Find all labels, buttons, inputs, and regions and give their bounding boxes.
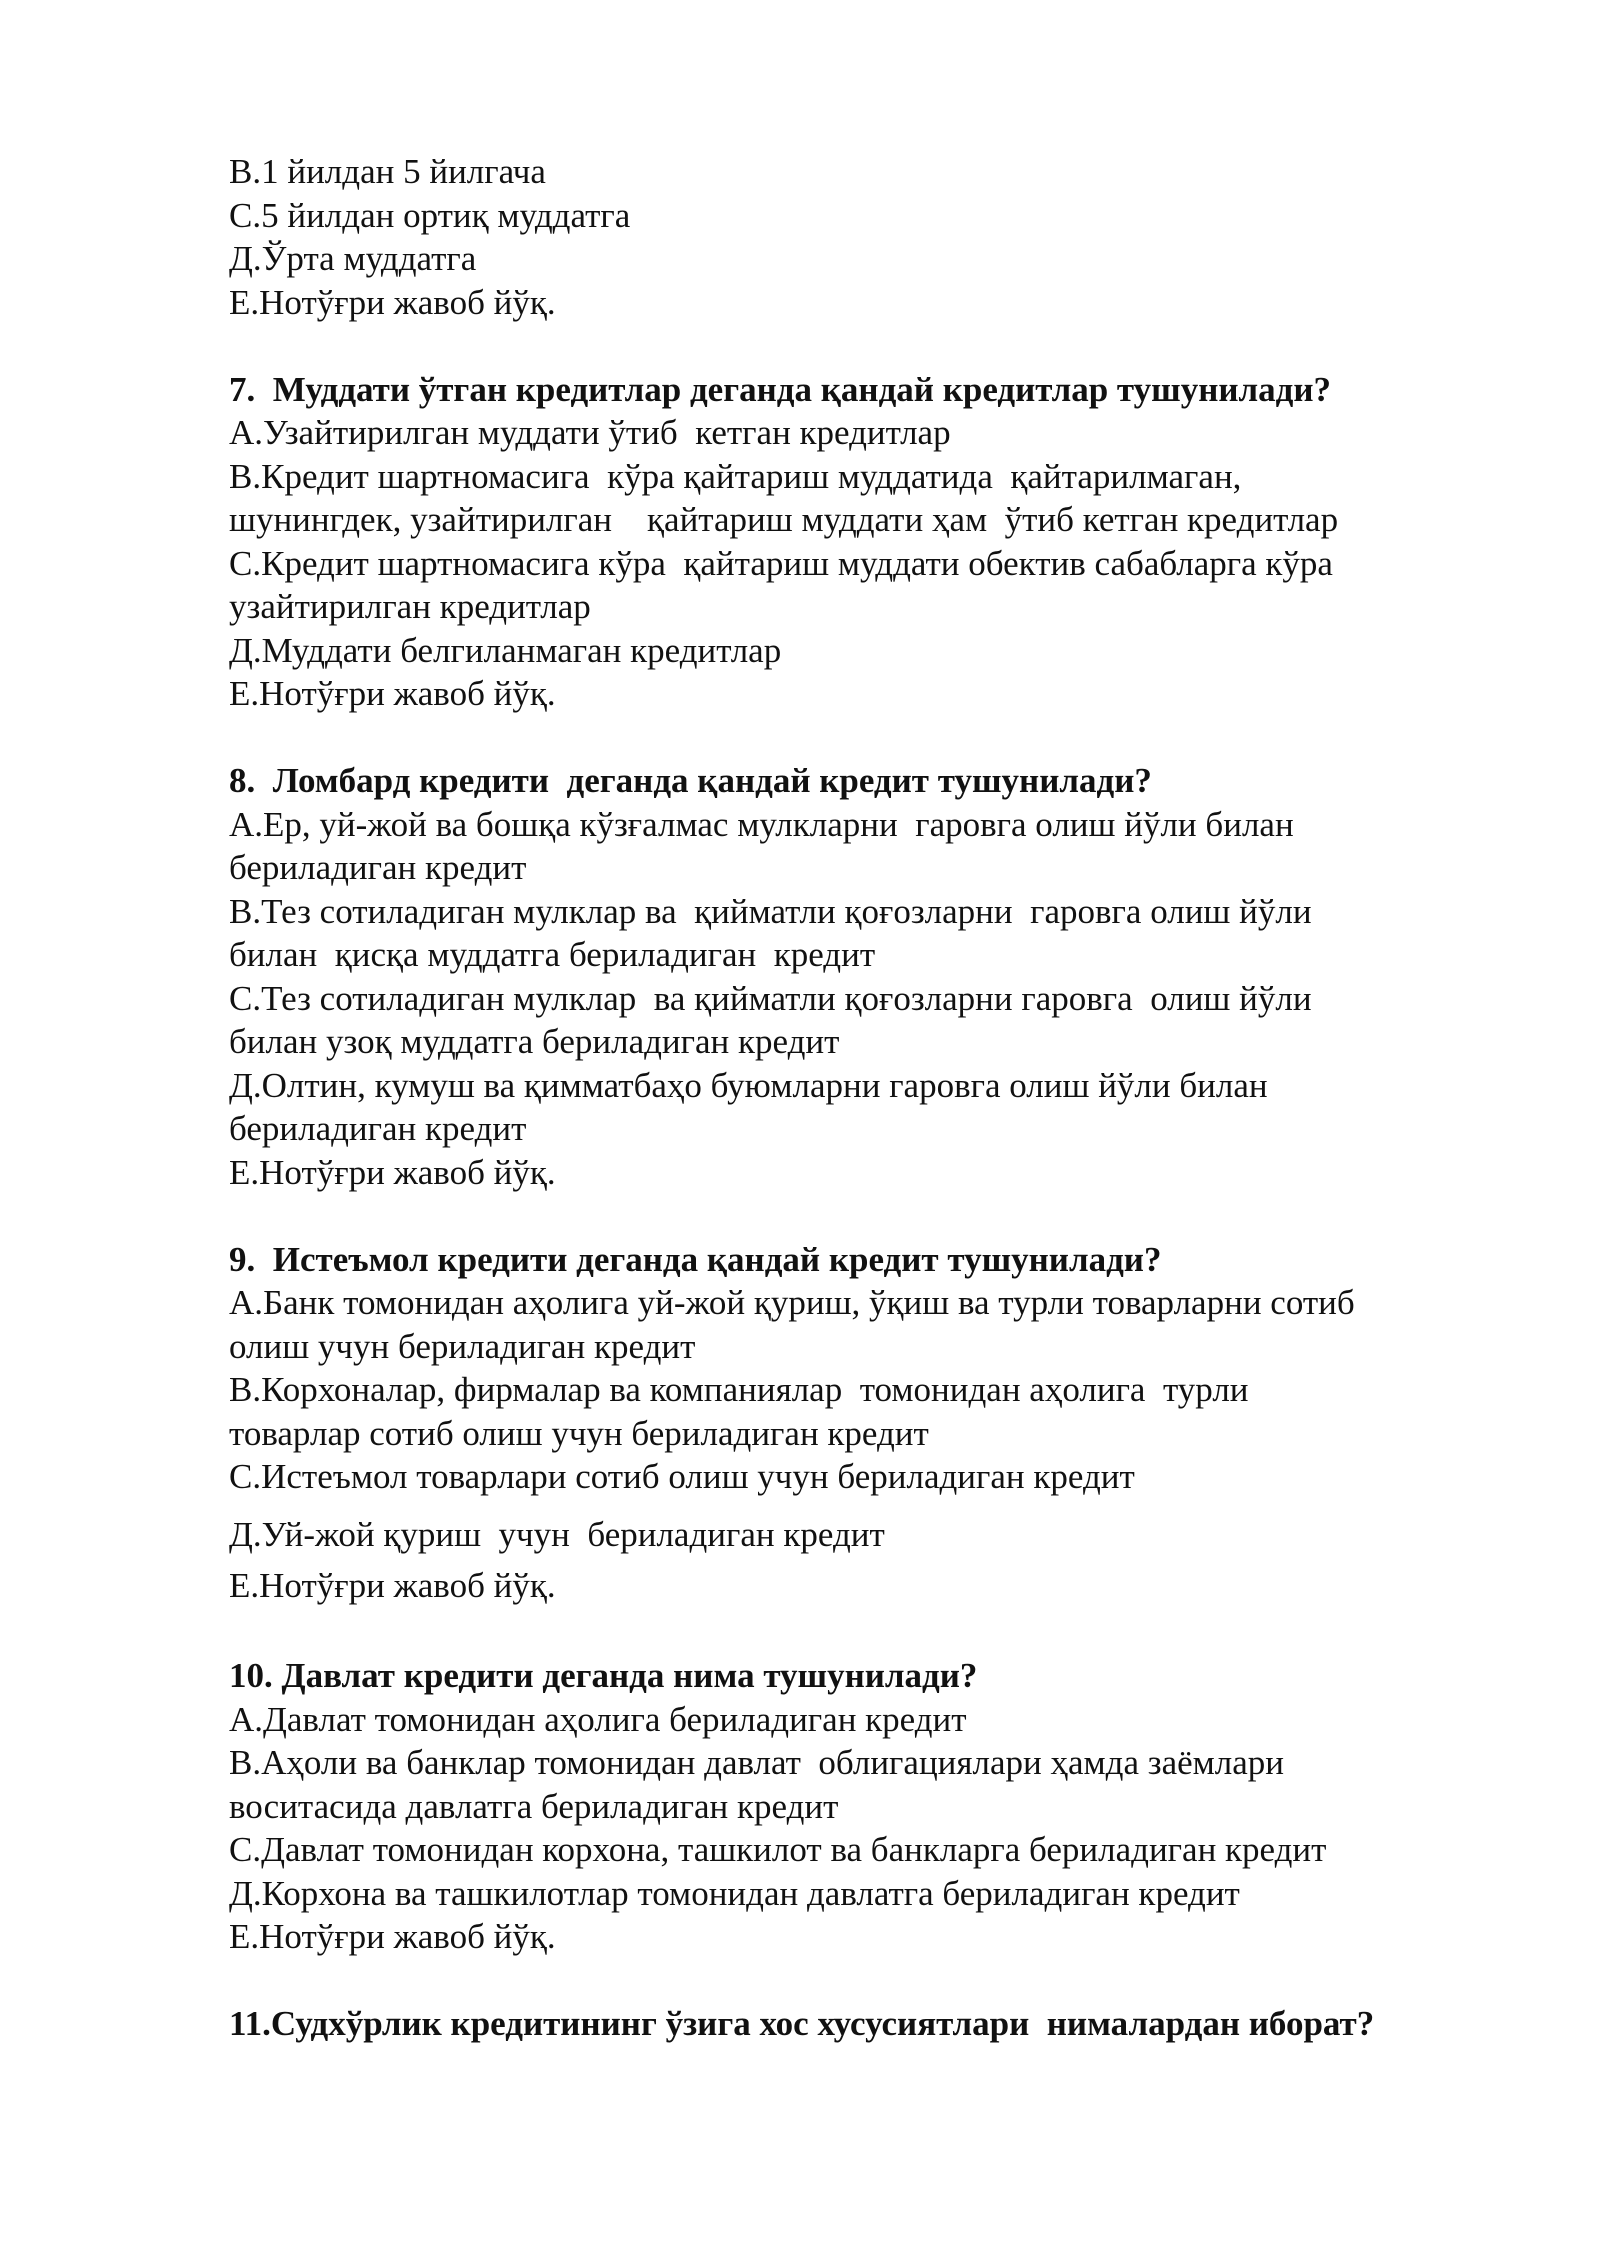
answer-line: В.Аҳоли ва банклар томонидан давлат облигациялари ҳамда заёмлари [229, 1743, 1285, 1782]
document-page [229, 150, 1529, 2046]
answer-line: С.Кредит шартномасига кўра қайтариш муддати обектив сабабларга кўра [229, 543, 1333, 583]
question-title: 9. Истеъмол кредити деганда қандай кредит тушунилади? [229, 1239, 1162, 1279]
answer-line: А.Ер, уй-жой ва бошқа кўзғалмас мулкларни гаровга олиш йўли билан [229, 804, 1294, 844]
spacer [229, 1611, 1529, 1655]
answer-line: Е.Нотўғри жавоб йўқ. [229, 1152, 556, 1192]
answer-line: Е.Нотўғри жавоб йўқ. [229, 1565, 556, 1605]
spacer [229, 716, 1529, 760]
answer-line: А.Банк томонидан аҳолига уй-жой қуриш, ўқиш ва турли товарларни сотиб [229, 1283, 1355, 1322]
answer-line: С.Давлат томонидан корхона, ташкилот ва банкларга бериладиган кредит [229, 1830, 1327, 1869]
option-c: С.5 йилдан ортиқ муддатга [229, 195, 631, 235]
answer-line: В.Тез сотиладиган мулклар ва қийматли қоғозларни гаровга олиш йўли [229, 891, 1312, 931]
answer-line: А.Давлат томонидан аҳолига бериладиган кредит [229, 1699, 967, 1739]
question-7 [229, 368, 1529, 716]
spacer [229, 1959, 1529, 2003]
answer-line: бериладиган кредит [229, 848, 527, 887]
answer-line: Д.Корхона ва ташкилотлар томонидан давлатга бериладиган кредит [229, 1873, 1240, 1913]
answer-line: шунингдек, узайтирилган қайтариш муддати ҳам ўтиб кетган кредитлар [229, 500, 1339, 539]
answer-line: В.Кредит шартномасига кўра қайтариш муддатида қайтарилмаган, [229, 456, 1242, 496]
answer-line: воситасида давлатга бериладиган кредит [229, 1786, 839, 1826]
spacer [229, 1194, 1529, 1238]
answer-line: товарлар сотиб олиш учун бериладиган кредит [229, 1413, 929, 1453]
answer-line: билан қисқа муддатга бериладиган кредит [229, 935, 876, 974]
option-d: Д.Ўрта муддатга [229, 239, 477, 278]
spacer [229, 324, 1529, 368]
answer-line: Д.Уй-жой қуриш учун бериладиган кредит [229, 1514, 885, 1554]
question-title: 11.Судхўрлик кредитининг ўзига хос хусусиятлари нималардан иборат? [229, 2004, 1375, 2043]
answer-line: В.Корхоналар, фирмалар ва компаниялар томонидан аҳолига турли [229, 1370, 1249, 1409]
question-title: 8. Ломбард кредити деганда қандай кредит тушунилади? [229, 761, 1152, 800]
answer-line: Е.Нотўғри жавоб йўқ. [229, 674, 556, 713]
answer-line: С.Тез сотиладиган мулклар ва қийматли қоғозларни гаровга олиш йўли [229, 978, 1312, 1018]
answer-line: С.Истеъмол товарлари сотиб олиш учун бериладиган кредит [229, 1457, 1135, 1496]
answer-line: узайтирилган кредитлар [229, 587, 591, 626]
prev-question-options [229, 150, 1529, 324]
option-b: В.1 йилдан 5 йилгача [229, 152, 546, 191]
question-10 [229, 1654, 1529, 1959]
answer-line: Е.Нотўғри жавоб йўқ. [229, 1917, 556, 1956]
answer-line: А.Узайтирилган муддати ўтиб кетган кредитлар [229, 413, 951, 452]
question-11 [229, 2002, 1529, 2046]
question-title: 7. Муддати ўтган кредитлар деганда қандай кредитлар тушунилади? [229, 369, 1332, 409]
option-e: Е.Нотўғри жавоб йўқ. [229, 282, 556, 322]
question-8 [229, 759, 1529, 1194]
spacer [229, 1499, 1529, 1509]
answer-line: олиш учун бериладиган кредит [229, 1326, 696, 1366]
answer-line: Д.Муддати белгиланмаган кредитлар [229, 630, 782, 670]
answer-line: билан узоқ муддатга бериладиган кредит [229, 1022, 840, 1061]
question-title: 10. Давлат кредити деганда нима тушунилади? [229, 1656, 978, 1695]
answer-line: Д.Олтин, кумуш ва қимматбаҳо буюмларни гаровга олиш йўли билан [229, 1065, 1268, 1105]
answer-line: бериладиган кредит [229, 1109, 527, 1148]
question-9 [229, 1238, 1529, 1611]
